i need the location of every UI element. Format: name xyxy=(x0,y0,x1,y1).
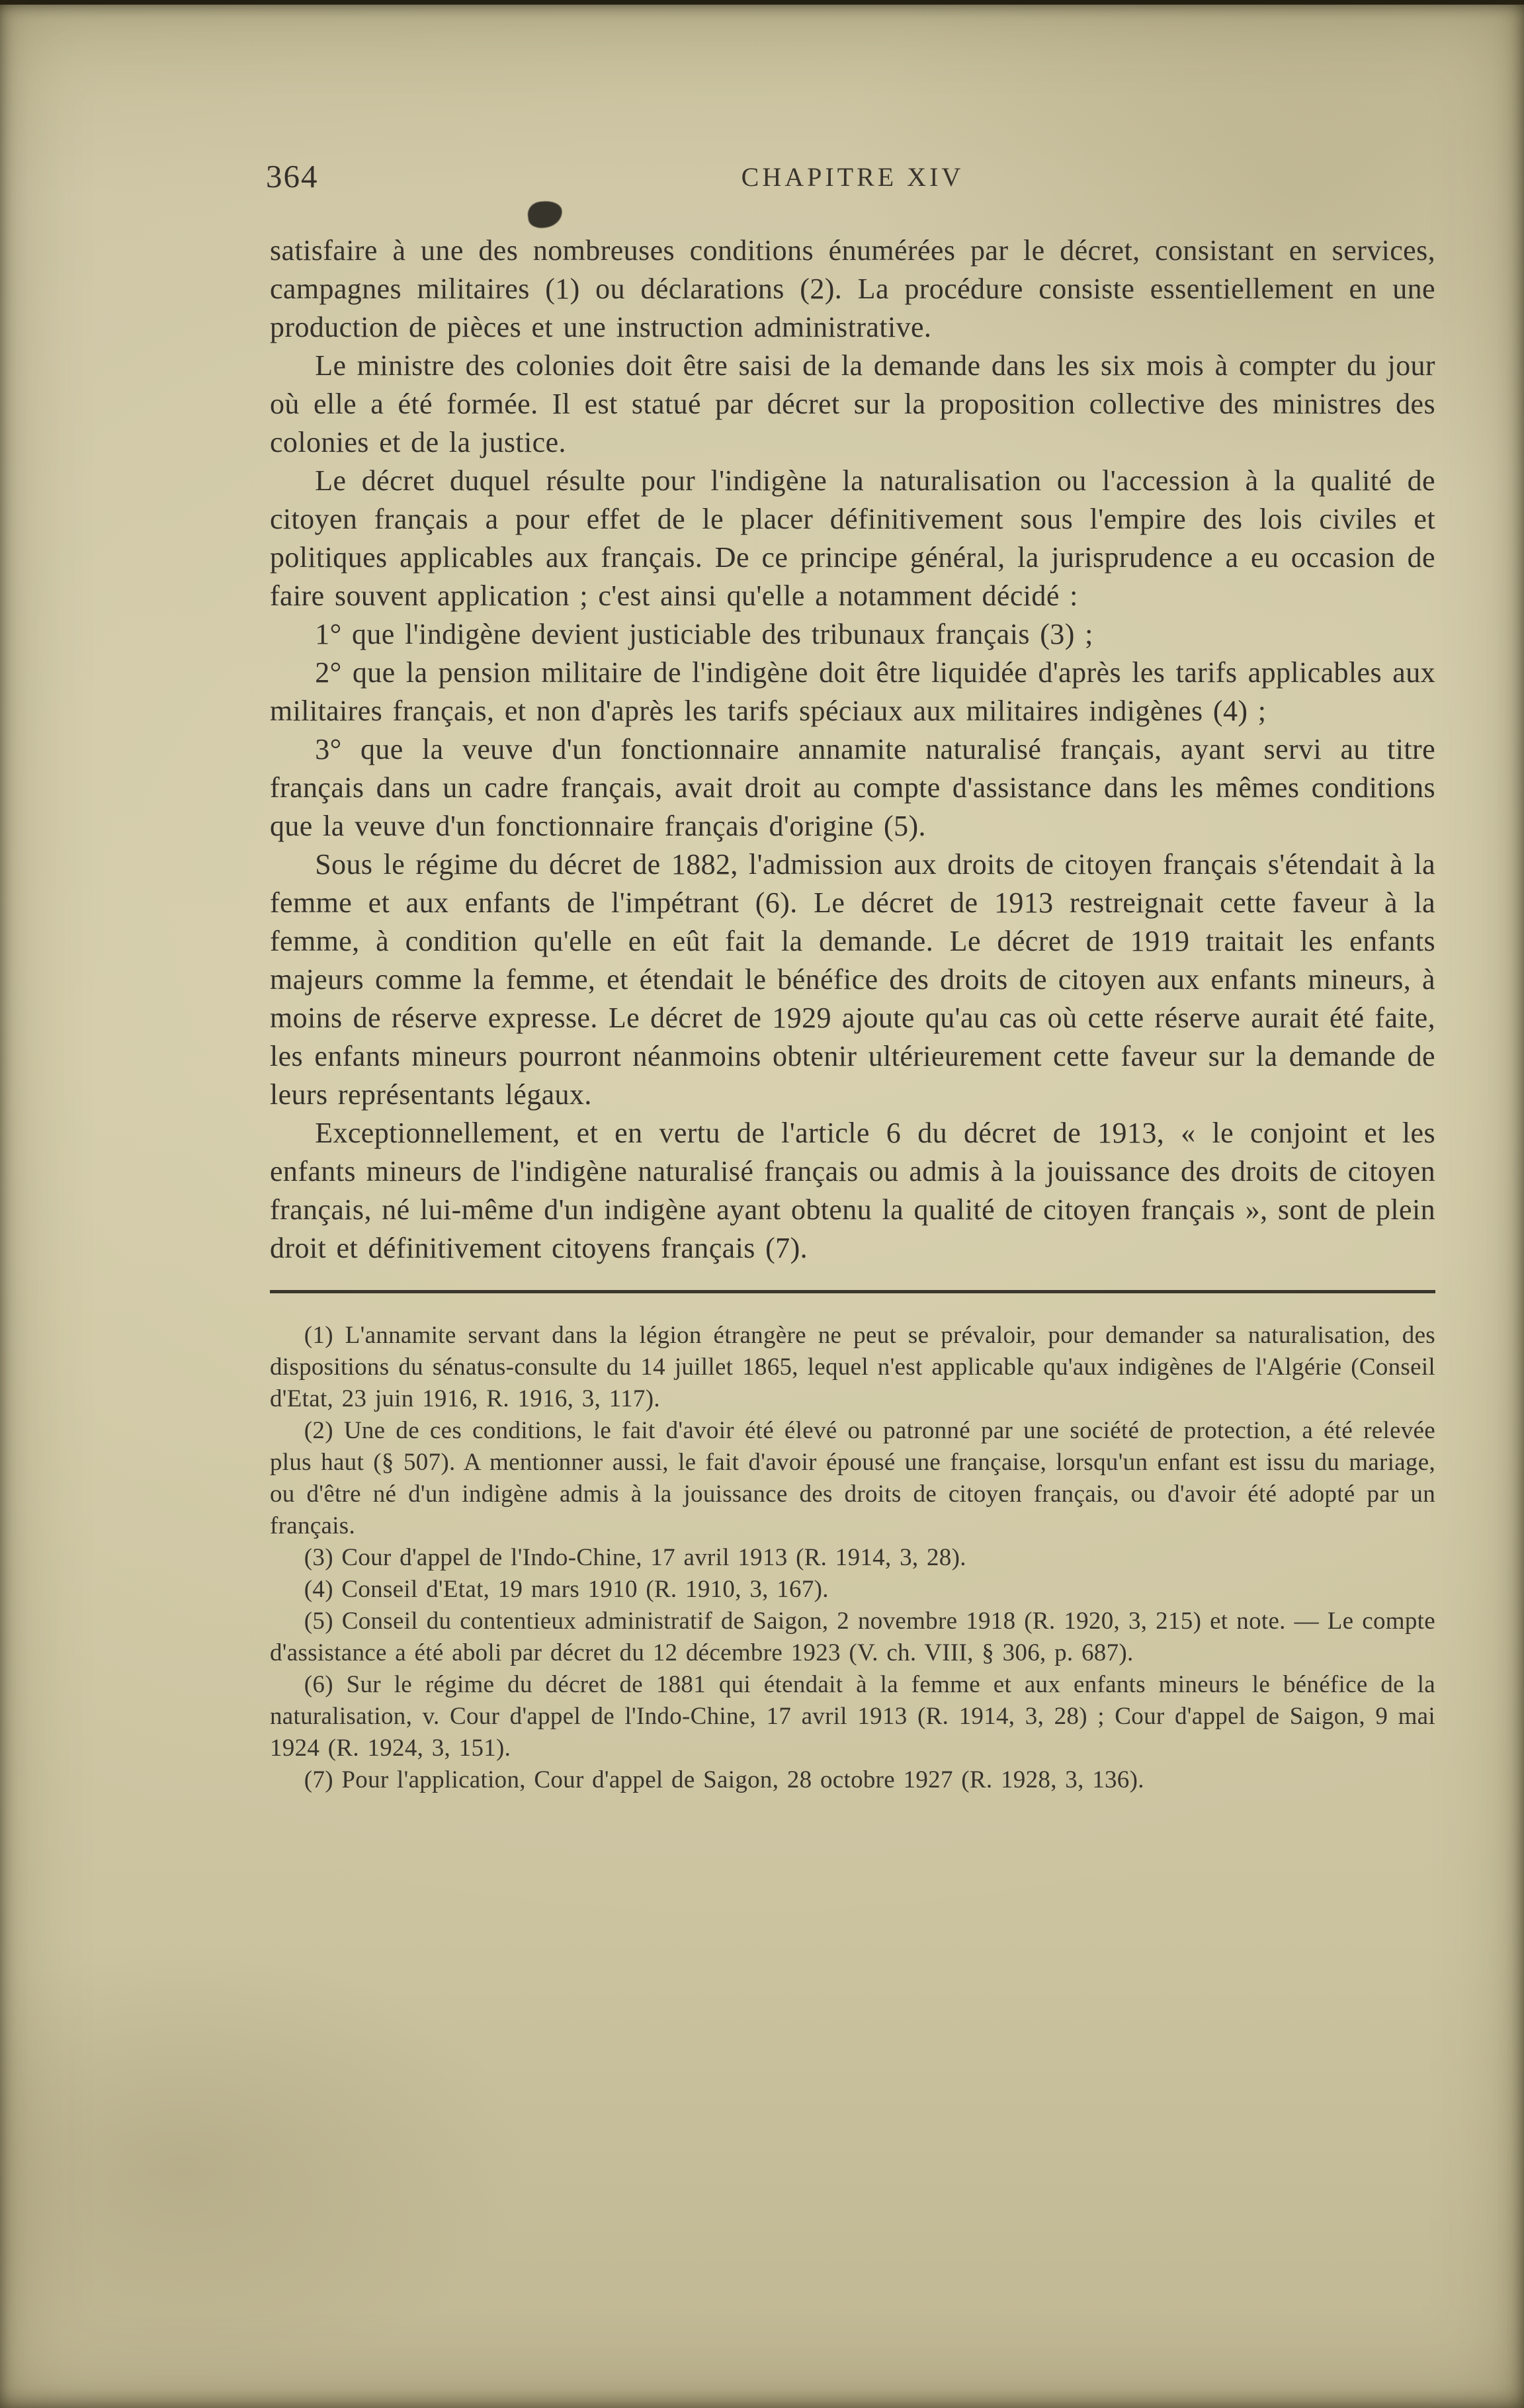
scan-edge-top xyxy=(0,0,1524,5)
footnote: (3) Cour d'appel de l'Indo-Chine, 17 avril 1913 (R. 1914, 3, 28). xyxy=(304,1544,966,1571)
body-paragraph: Le décret duquel résulte pour l'indigène la naturalisation ou l'accession à la qualité de citoyen français a pour effet de le placer définitivement sous l'empire des lois civiles et politiques applicables aux français. De ce principe général, la jurisprudence a eu occasion de faire souvent application ; c'est ainsi qu'elle a notamment décidé : xyxy=(270,464,1435,612)
ink-blot xyxy=(526,199,564,230)
footnote: (6) Sur le régime du décret de 1881 qui étendait à la femme et aux enfants mineurs le bénéfice de la naturalisation, v. Cour d'appel de l'Indo-Chine, 17 avril 1913 (R. 1914, 3, 28) ; Cour d'appel de Saigon, 9 mai 1924 (R. 1924, 3, 151). xyxy=(270,1671,1435,1762)
body-paragraph: Exceptionnellement, et en vertu de l'article 6 du décret de 1913, « le conjoint et les enfants mineurs de l'indigène naturalisé français ou admis à la jouissance des droits de citoyen français, né lui-même d'un indigène ayant obtenu la qualité de citoyen français », sont de plein droit et définitivement citoyens français (7). xyxy=(270,1117,1435,1264)
footnote: (1) L'annamite servant dans la légion étrangère ne peut se prévaloir, pour demander sa naturalisation, des dispositions du sénatus-consulte du 14 juillet 1865, lequel n'est applicable qu'aux indigènes de l'Algérie (Conseil d'Etat, 23 juin 1916, R. 1916, 3, 117). xyxy=(270,1322,1435,1412)
footnote: (5) Conseil du contentieux administratif de Saigon, 2 novembre 1918 (R. 1920, 3, 215) et note. — Le compte d'assistance a été aboli par décret du 12 décembre 1923 (V. ch. VIII, § 306, p. 687). xyxy=(270,1608,1435,1666)
body-paragraph-list-item: 3° que la veuve d'un fonctionnaire annamite naturalisé français, ayant servi au titre français dans un cadre français, avait droit au compte d'assistance dans les mêmes conditions que la veuve d'un fonctionnaire français d'origine (5). xyxy=(270,733,1435,842)
text-block xyxy=(266,157,1435,1796)
body-paragraph: Le ministre des colonies doit être saisi de la demande dans les six mois à compter du jour où elle a été formée. Il est statué par décret sur la proposition collective des ministres des colonies et de la justice. xyxy=(270,349,1435,458)
footnote: (4) Conseil d'Etat, 19 mars 1910 (R. 1910, 3, 167). xyxy=(304,1576,829,1603)
body-paragraph-list-item: 1° que l'indigène devient justiciable des tribunaux français (3) ; xyxy=(315,618,1093,650)
footnotes-block xyxy=(270,1320,1435,1796)
body-paragraph: satisfaire à une des nombreuses conditions énumérées par le décret, consistant en services, campagnes militaires (1) ou déclarations (2). La procédure consiste essentiellement en une production de pièces et une instruction administrative. xyxy=(270,234,1435,343)
body-paragraph-list-item: 2° que la pension militaire de l'indigène doit être liquidée d'après les tarifs applicables aux militaires français, et non d'après les tarifs spéciaux aux militaires indigènes (4) ; xyxy=(270,656,1435,727)
footnote: (7) Pour l'application, Cour d'appel de Saigon, 28 octobre 1927 (R. 1928, 3, 136). xyxy=(304,1766,1144,1793)
footnote-separator-rule xyxy=(270,1290,1435,1293)
body-paragraph: Sous le régime du décret de 1882, l'admission aux droits de citoyen français s'étendait à la femme et aux enfants de l'impétrant (6). Le décret de 1913 restreignait cette faveur à la femme, à condition qu'elle en eût fait la demande. Le décret de 1919 traitait les enfants majeurs comme la femme, et étendait le bénéfice des droits de citoyen aux enfants mineurs, à moins de réserve expresse. Le décret de 1929 ajoute qu'au cas où cette réserve aurait été faite, les enfants mineurs pourront néanmoins obtenir ultérieurement cette faveur sur la demande de leurs représentants légaux. xyxy=(270,848,1435,1111)
footnote: (2) Une de ces conditions, le fait d'avoir été élevé ou patronné par une société de protection, a été relevée plus haut (§ 507). A mentionner aussi, le fait d'avoir épousé une française, lorsqu'un enfant est issu du mariage, ou d'être né d'un indigène admis à la jouissance des droits de citoyen français, ou d'avoir été adopté par un français. xyxy=(270,1417,1435,1539)
page-header xyxy=(266,157,1435,200)
running-head: CHAPITRE XIV xyxy=(741,162,964,192)
body-text xyxy=(270,232,1435,1268)
page-number: 364 xyxy=(266,158,319,194)
